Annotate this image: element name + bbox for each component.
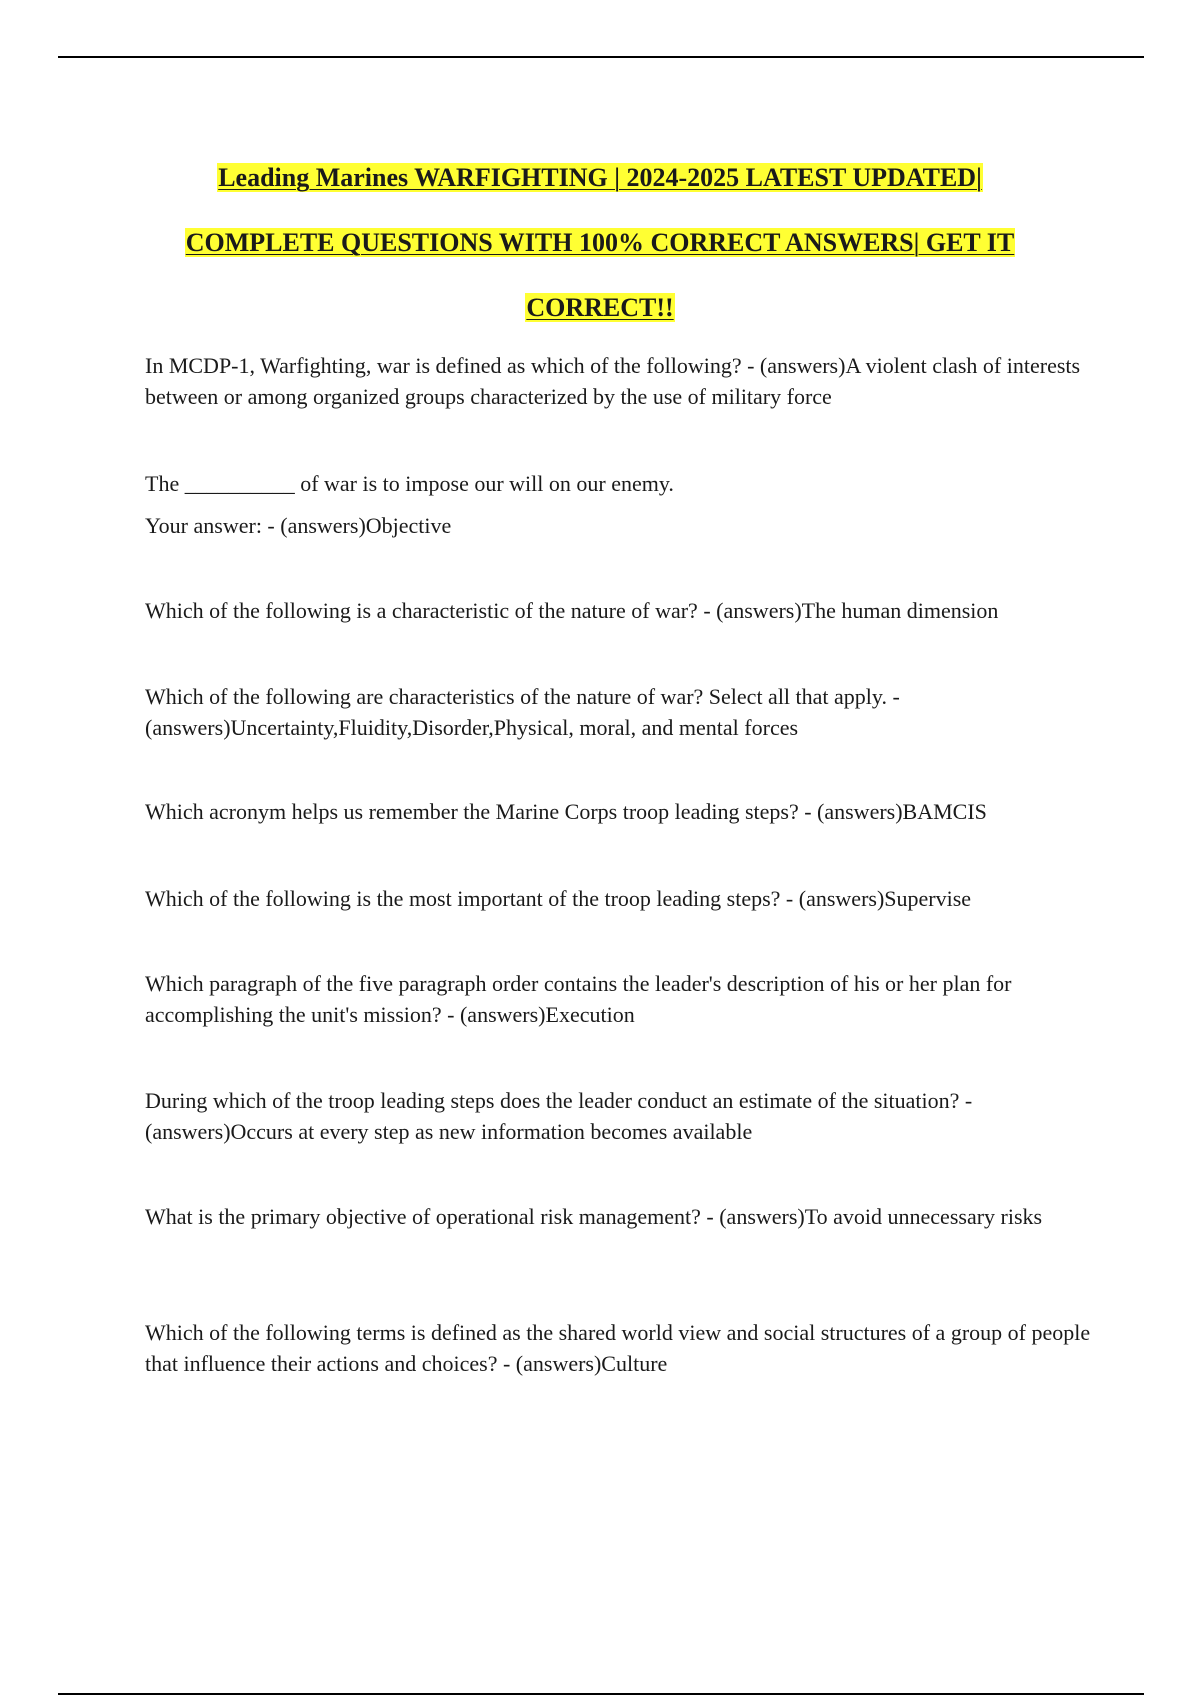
question-most-important-step: Which of the following is the most important of the troop leading steps? - (answers)Supervise bbox=[145, 886, 972, 911]
question-estimate-of-situation: During which of the troop leading steps does the leader conduct an estimate of the situation? - (answers)Occurs at every step as new information becomes available bbox=[145, 1088, 973, 1144]
question-nature-characteristics: Which of the following are characteristics of the nature of war? Select all that apply. - (answers)Uncertainty,Fluidity,Disorder,Physical, moral, and mental forces bbox=[145, 684, 900, 740]
answer-war-objective: Your answer: - (answers)Objective bbox=[145, 513, 452, 538]
title-line-3: CORRECT!! bbox=[526, 293, 674, 322]
question-five-paragraph-order: Which paragraph of the five paragraph order contains the leader's description of his or her plan for accomplishing the unit's mission? - (answers)Execution bbox=[145, 971, 1012, 1027]
page-bottom-rule bbox=[58, 1693, 1144, 1695]
question-war-objective: The __________ of war is to impose our will on our enemy. bbox=[145, 471, 674, 496]
question-operational-risk: What is the primary objective of operational risk management? - (answers)To avoid unnecessary risks bbox=[145, 1204, 1043, 1229]
question-bamcis: Which acronym helps us remember the Marine Corps troop leading steps? - (answers)BAMCIS bbox=[145, 799, 987, 824]
question-war-definition: In MCDP-1, Warfighting, war is defined as which of the following? - (answers)A violent clash of interests between or among organized groups characterized by the use of military force bbox=[145, 353, 1081, 409]
title-line-1: Leading Marines WARFIGHTING | 2024-2025 LATEST UPDATED| bbox=[218, 163, 982, 192]
question-culture: Which of the following terms is defined as the shared world view and social structures of a group of people that influence their actions and choices? - (answers)Culture bbox=[145, 1320, 1091, 1376]
page-top-rule bbox=[58, 56, 1144, 58]
document-title bbox=[110, 145, 1090, 340]
title-line-2: COMPLETE QUESTIONS WITH 100% CORRECT ANSWERS| GET IT bbox=[185, 228, 1015, 257]
question-nature-of-war: Which of the following is a characteristic of the nature of war? - (answers)The human dimension bbox=[145, 598, 999, 623]
